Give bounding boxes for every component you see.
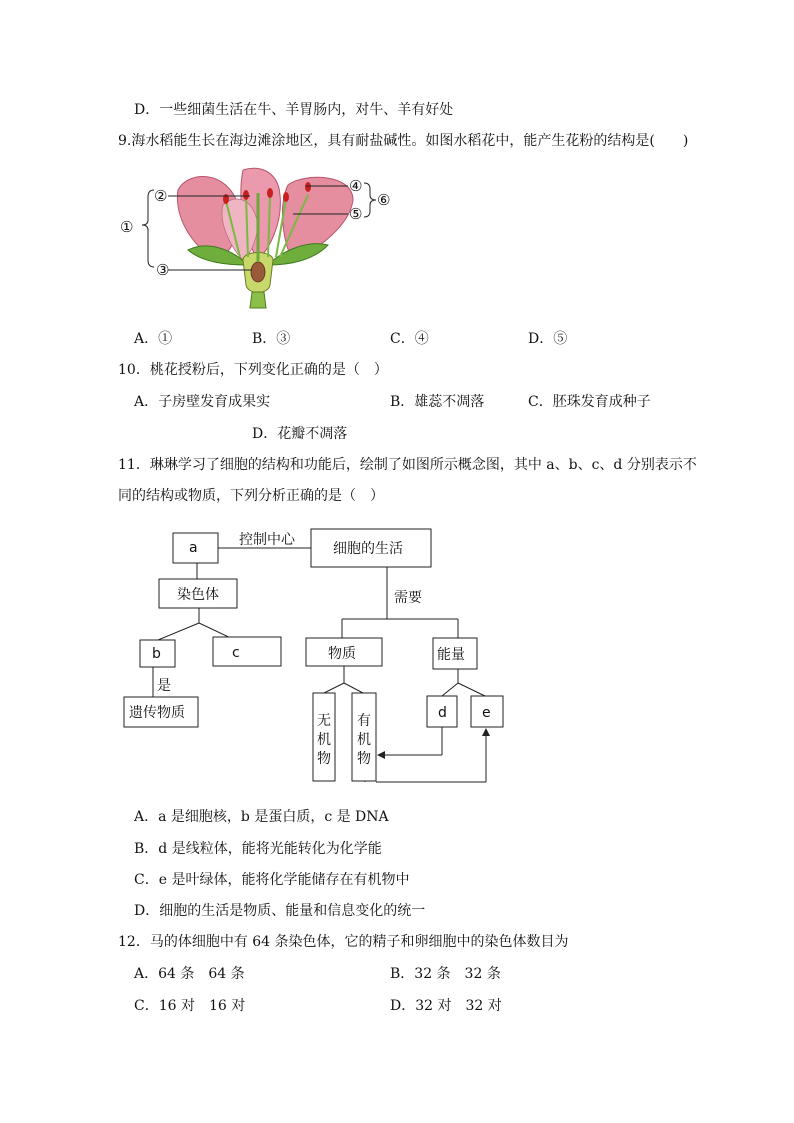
q8-option-d: D．一些细菌生活在牛、羊胃肠内，对牛、羊有好处	[134, 102, 454, 118]
node-b: b	[152, 646, 161, 662]
q10-option-a[interactable]: A．子房壁发育成果实	[134, 394, 271, 410]
q11-option-b[interactable]: B．d 是线粒体，能将光能转化为化学能	[134, 841, 382, 857]
q12-option-d[interactable]: D．32 对 32 对	[390, 998, 502, 1014]
q12-stem: 12．马的体细胞中有 64 条染色体，它的精子和卵细胞中的染色体数目为	[118, 934, 569, 950]
q11-stem-line2: 同的结构或物质，下列分析正确的是（ ）	[118, 488, 384, 504]
q9-option-d[interactable]: D．⑤	[528, 331, 568, 347]
node-inorganic-1: 无	[317, 713, 331, 729]
q11-option-d[interactable]: D．细胞的生活是物质、能量和信息变化的统一	[134, 903, 426, 919]
q11-concept-map	[115, 520, 515, 790]
q9-option-c[interactable]: C．④	[390, 331, 429, 347]
q9-option-b[interactable]: B．③	[252, 331, 291, 347]
q12-option-b[interactable]: B．32 条 32 条	[390, 966, 501, 982]
figure-label-4: ④	[349, 177, 363, 195]
figure-label-2: ②	[154, 187, 168, 205]
q9-stem: 9.海水稻能生长在海边滩涂地区，具有耐盐碱性。如图水稻花中，能产生花粉的结构是( )	[118, 133, 689, 149]
figure-label-6: ⑥	[377, 191, 391, 209]
q11-option-a[interactable]: A．a 是细胞核，b 是蛋白质，c 是 DNA	[134, 809, 389, 825]
node-matter: 物质	[328, 646, 356, 662]
q9-flower-figure	[118, 165, 408, 315]
node-c: c	[232, 645, 240, 661]
q10-option-d[interactable]: D．花瓣不凋落	[252, 426, 348, 442]
node-e: e	[482, 705, 491, 721]
q11-option-c[interactable]: C．e 是叶绿体，能将化学能储存在有机物中	[134, 872, 410, 888]
q10-option-b[interactable]: B．雄蕊不凋落	[390, 394, 485, 410]
node-genetic-material: 遗传物质	[129, 705, 185, 721]
node-inorganic-2: 机	[317, 732, 331, 748]
label-need: 需要	[394, 590, 422, 606]
figure-label-3: ③	[156, 261, 170, 279]
figure-label-1: ①	[120, 218, 134, 236]
label-control-center: 控制中心	[239, 532, 295, 548]
node-chromosome: 染色体	[177, 587, 219, 603]
q10-stem: 10．桃花授粉后，下列变化正确的是（ ）	[118, 362, 388, 378]
q12-option-a[interactable]: A．64 条 64 条	[134, 966, 245, 982]
q9-option-a[interactable]: A．①	[134, 331, 173, 347]
q10-option-c[interactable]: C．胚珠发育成种子	[528, 394, 651, 410]
node-organic-1: 有	[357, 713, 371, 729]
node-energy: 能量	[437, 647, 465, 663]
q11-stem-line1: 11．琳琳学习了细胞的结构和功能后，绘制了如图所示概念图，其中 a、b、c、d 分别表示不	[118, 457, 697, 473]
node-organic-2: 机	[357, 732, 371, 748]
figure-label-5: ⑤	[349, 205, 363, 223]
node-a: a	[189, 540, 198, 556]
node-inorganic-3: 物	[317, 751, 331, 767]
node-organic-3: 物	[357, 751, 371, 767]
node-d: d	[438, 705, 447, 721]
label-is: 是	[157, 678, 171, 694]
node-cell-life: 细胞的生活	[333, 541, 403, 557]
q12-option-c[interactable]: C．16 对 16 对	[134, 998, 246, 1014]
